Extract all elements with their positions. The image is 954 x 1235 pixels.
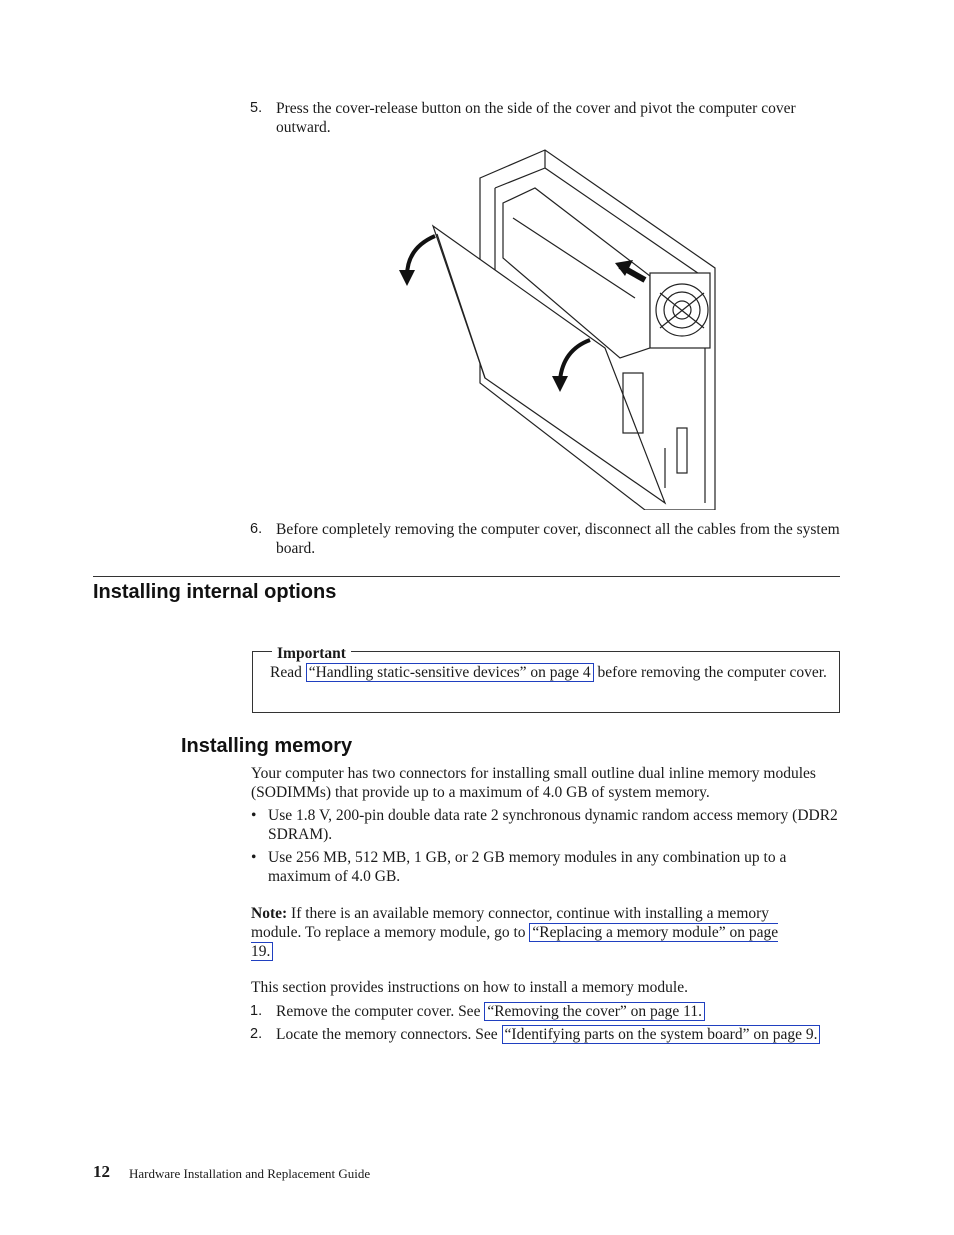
important-label: Important (272, 644, 351, 663)
step-1 (250, 1002, 840, 1021)
replacing-memory-link[interactable]: “Replacing a memory module” on page 19. (251, 924, 779, 960)
step-number: 1. (250, 1003, 263, 1019)
fan-icon (650, 273, 710, 348)
bullet-text: Use 1.8 V, 200-pin double data rate 2 synchronous dynamic random access memory (DDR2 SDRAM). (268, 807, 838, 843)
important-prefix: Read (270, 664, 302, 681)
step-text: Remove the computer cover. See (276, 1003, 481, 1020)
pivot-arrow-head-icon (399, 270, 415, 286)
step-5 (250, 99, 840, 137)
bullet-item (251, 848, 841, 886)
step-text: Before completely removing the computer cover, disconnect all the cables from the system board. (276, 521, 840, 557)
static-devices-link[interactable]: “Handling static-sensitive devices” on page 4 (306, 663, 594, 682)
page-number: 12 (93, 1162, 110, 1181)
note-paragraph (251, 904, 796, 961)
step-number: 2. (250, 1026, 263, 1042)
note-label: Note: (251, 905, 288, 922)
step-number: 5. (250, 100, 263, 116)
important-suffix: before removing the computer cover. (597, 664, 827, 681)
step-6 (250, 520, 840, 558)
removing-cover-link[interactable]: “Removing the cover” on page 11. (484, 1002, 705, 1021)
important-text (270, 663, 830, 682)
footer-title: Hardware Installation and Replacement Guide (129, 1166, 371, 1181)
section-title: Installing internal options (93, 581, 337, 603)
section-divider (93, 576, 840, 577)
section-intro: This section provides instructions on how to install a memory module. (251, 979, 688, 996)
cover-removal-illustration (395, 148, 720, 510)
system-board-parts-link[interactable]: “Identifying parts on the system board” on page 9. (502, 1025, 821, 1044)
step-text: Press the cover-release button on the side of the cover and pivot the computer cover outward. (276, 100, 796, 136)
subsection-title: Installing memory (181, 735, 353, 757)
bullet-item (251, 806, 841, 844)
note-text: If there is an available memory connector, continue with installing a memory module. To replace a memory module, go to (251, 905, 770, 941)
step-number: 6. (250, 521, 263, 537)
bullet-symbol: • (251, 849, 257, 866)
bullet-symbol: • (251, 807, 257, 824)
step-text: Locate the memory connectors. See (276, 1026, 498, 1043)
intro-paragraph: Your computer has two connectors for installing small outline dual inline memory modules (SODIMMs) that provide up to a maximum of 4.0 GB of system memory. (251, 765, 816, 801)
step-2 (250, 1025, 840, 1044)
bullet-text: Use 256 MB, 512 MB, 1 GB, or 2 GB memory modules in any combination up to a maximum of 4.0 GB. (268, 849, 787, 885)
